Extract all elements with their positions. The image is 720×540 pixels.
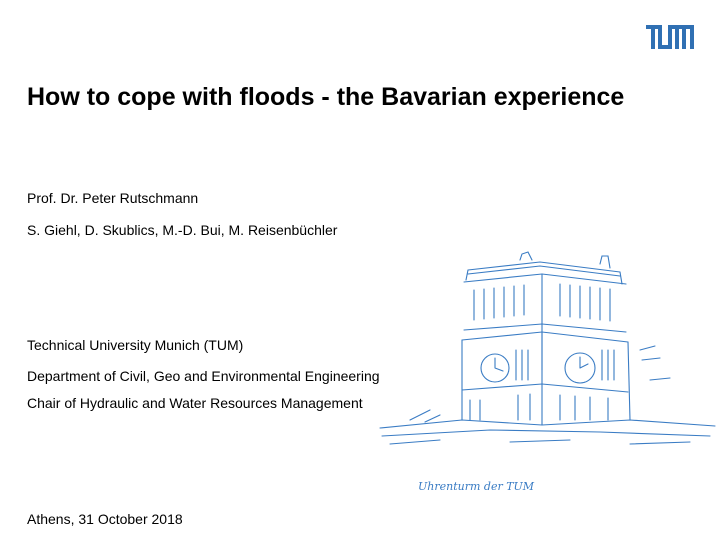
coauthors: S. Giehl, D. Skublics, M.-D. Bui, M. Reisenbüchler [27, 222, 338, 238]
university-name: Technical University Munich (TUM) [27, 337, 244, 353]
clock-tower-sketch [370, 250, 720, 510]
sketch-caption: Uhrenturm der TUM [418, 480, 535, 493]
lead-author: Prof. Dr. Peter Rutschmann [27, 190, 199, 206]
chair-name: Chair of Hydraulic and Water Resources Management [27, 395, 363, 411]
tum-logo [646, 25, 694, 49]
event-date: Athens, 31 October 2018 [27, 511, 183, 527]
department-name: Department of Civil, Geo and Environmental Engineering [27, 368, 380, 384]
presentation-title: How to cope with floods - the Bavarian experience [27, 83, 625, 111]
